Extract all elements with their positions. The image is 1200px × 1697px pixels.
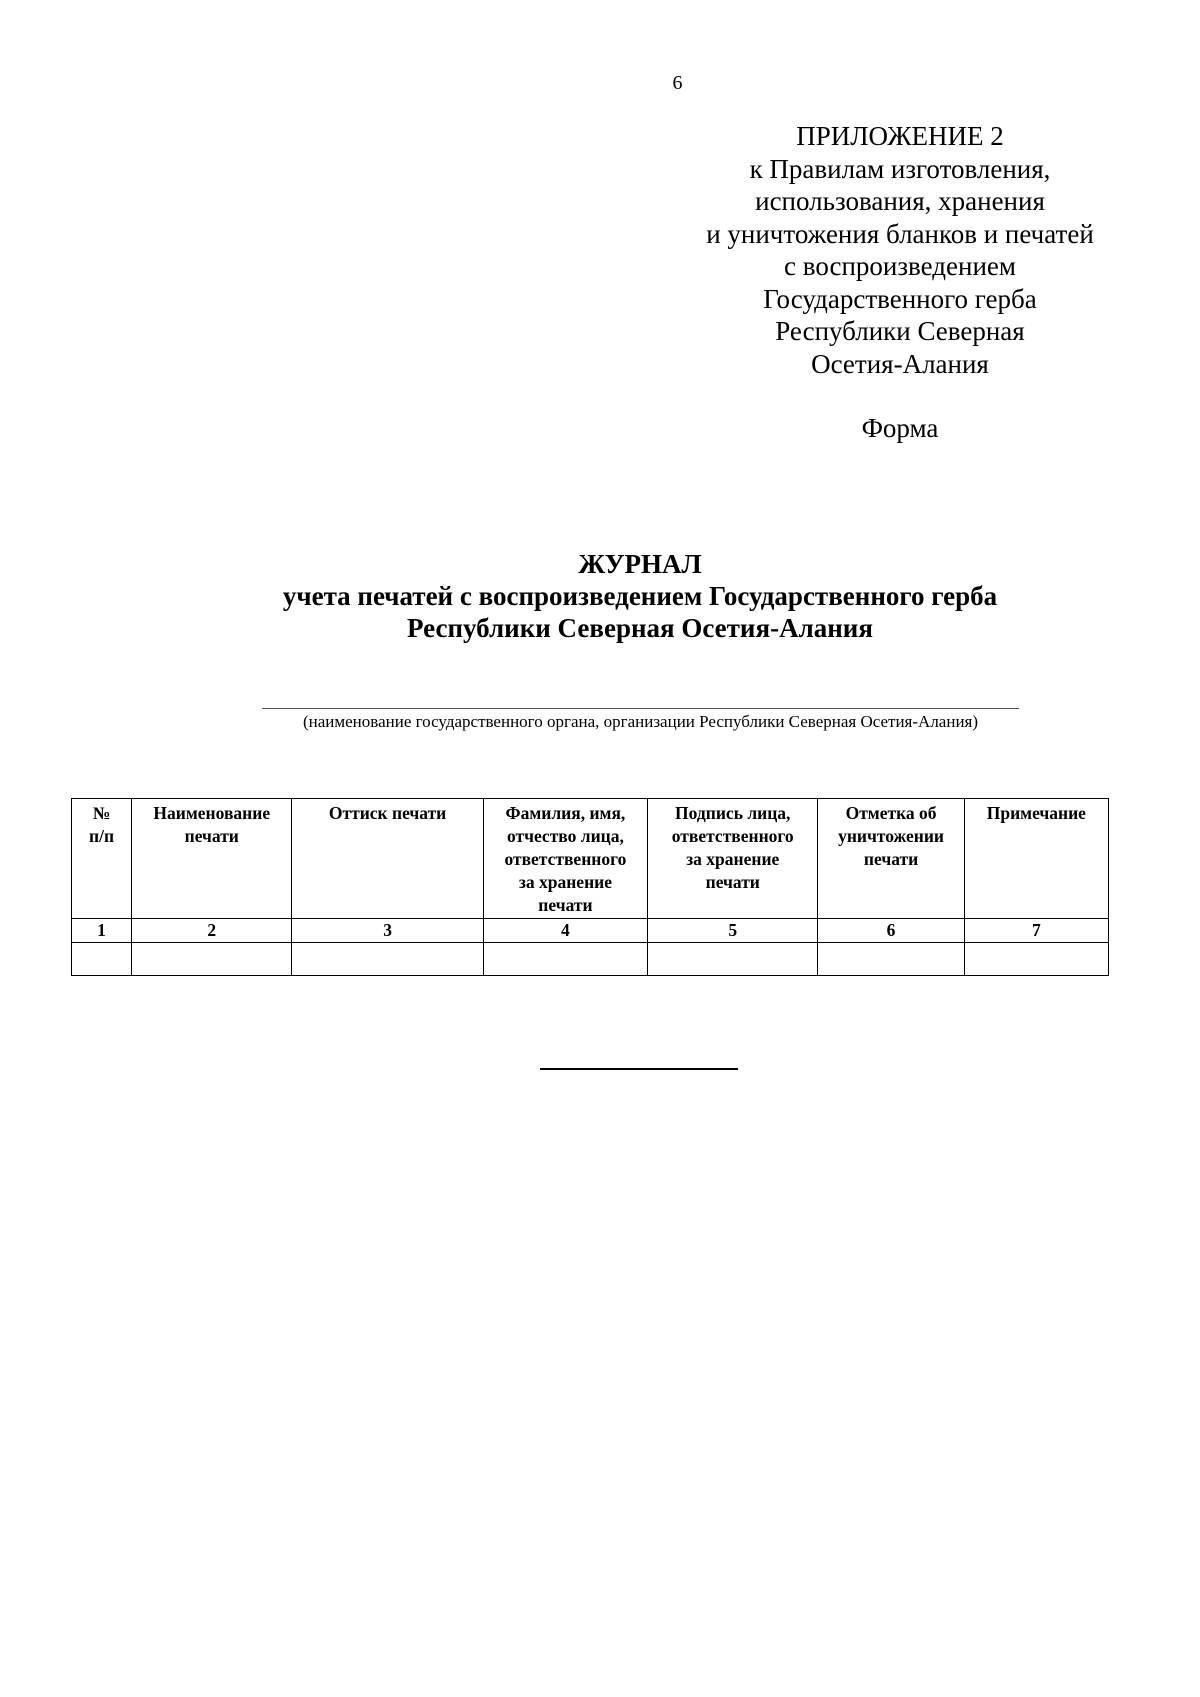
header-text: печати [538, 895, 593, 915]
header-text: Отметка об [845, 803, 937, 823]
appendix-line: к Правилам изготовления, [749, 153, 1051, 184]
table-cell [964, 943, 1108, 976]
header-text: Наименование [153, 803, 271, 823]
table-cell [818, 943, 964, 976]
column-number: 5 [648, 919, 818, 943]
column-number: 2 [132, 919, 292, 943]
page-number: 6 [672, 72, 683, 94]
journal-subtitle: Республики Северная Осетия-Алания [407, 613, 873, 643]
header-text: печати [184, 826, 239, 846]
appendix-line: с воспроизведением [784, 251, 1016, 281]
column-number: 7 [964, 919, 1108, 943]
appendix-line: использования, хранения [755, 186, 1045, 216]
column-number: 3 [292, 919, 483, 943]
appendix-line: Республики Северная [775, 316, 1025, 346]
header-text: Подпись лица, [675, 803, 791, 823]
table-cell [648, 943, 818, 976]
organization-name-line [262, 708, 1019, 709]
table-cell [483, 943, 647, 976]
header-cell-number [72, 799, 132, 919]
table-cell [72, 943, 132, 976]
organization-caption: (наименование государственного органа, организации Республики Северная Осетия-Алания) [302, 712, 979, 731]
header-text: печати [705, 872, 760, 892]
column-number-row [72, 919, 1109, 943]
journal-subtitle: учета печатей с воспроизведением Государственного герба [282, 581, 998, 611]
header-text: отчество лица, [506, 826, 624, 846]
header-text: Фамилия, имя, [505, 803, 626, 823]
header-text: за хранение [518, 872, 613, 892]
header-cell-signature [648, 799, 818, 919]
header-cell-seal-name [132, 799, 292, 919]
form-label: Форма [861, 413, 939, 443]
header-cell-note [964, 799, 1108, 919]
header-cell-responsible-person [483, 799, 647, 919]
header-text: ответственного [504, 849, 627, 869]
column-number: 6 [818, 919, 964, 943]
appendix-line: и уничтожения бланков и печатей [706, 218, 1094, 249]
appendix-line: Осетия-Алания [811, 348, 989, 379]
journal-table [71, 798, 1109, 976]
appendix-heading: ПРИЛОЖЕНИЕ 2 [796, 121, 1004, 151]
journal-title: ЖУРНАЛ [578, 549, 702, 579]
header-cell-seal-imprint [292, 799, 483, 919]
header-text: п/п [89, 826, 115, 846]
header-text: ответственного [671, 826, 794, 846]
header-text: Примечание [986, 803, 1086, 823]
header-text: № [92, 803, 111, 823]
table-cell [132, 943, 292, 976]
table-cell [292, 943, 483, 976]
end-divider [540, 1068, 738, 1070]
header-cell-destruction-mark [818, 799, 964, 919]
table-row [72, 943, 1109, 976]
appendix-block [650, 120, 1150, 445]
header-text: печати [863, 849, 919, 869]
appendix-line: Государственного герба [763, 283, 1037, 314]
header-text: уничтожении [838, 826, 945, 846]
journal-title-block [200, 548, 1080, 644]
column-number: 4 [483, 919, 647, 943]
header-text: Оттиск печати [328, 803, 447, 823]
header-text: за хранение [686, 849, 780, 869]
table-header-row [72, 799, 1109, 919]
column-number: 1 [72, 919, 132, 943]
